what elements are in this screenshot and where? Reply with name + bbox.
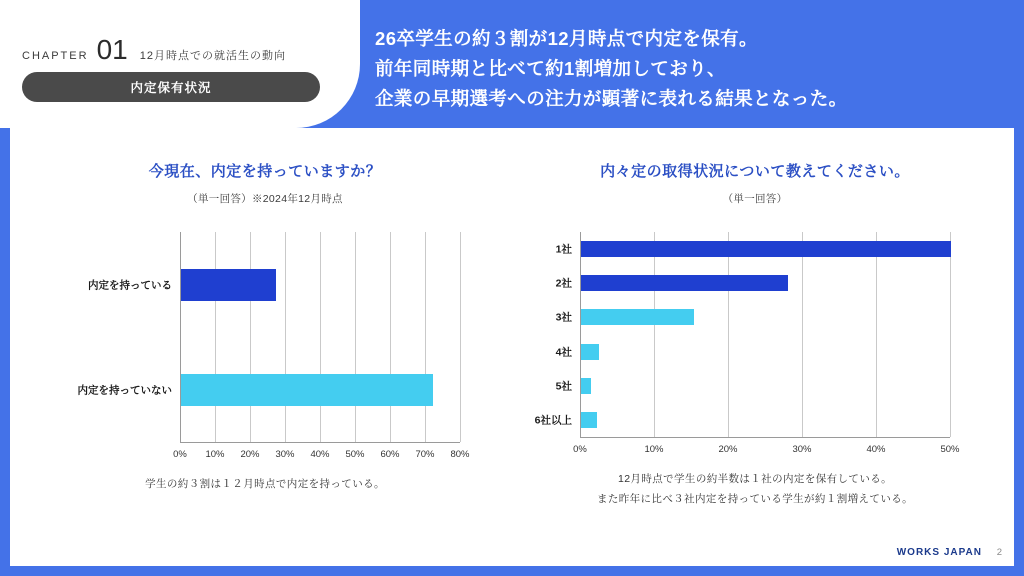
left-chart-title: 今現在、内定を持っていますか？ <box>148 163 382 180</box>
x-tick-label: 0% <box>573 444 587 455</box>
header-left-panel <box>0 0 360 128</box>
x-tick-label: 60% <box>380 449 400 460</box>
category-label: 内定を持っていない <box>77 384 172 396</box>
headline <box>375 24 1015 114</box>
x-tick-label: 40% <box>310 449 330 460</box>
right-accent-strip <box>1014 128 1024 576</box>
gridline <box>320 232 321 442</box>
category-label: 内定を持っている <box>88 279 172 291</box>
gridline <box>460 232 461 442</box>
x-tick-label: 80% <box>450 449 470 460</box>
plot-area <box>580 232 951 437</box>
right-chart-title: 内々定の取得状況について教えてください。 <box>600 163 910 180</box>
bar <box>581 412 597 428</box>
x-tick-label: 30% <box>792 444 812 455</box>
bar <box>581 378 591 394</box>
x-tick-label: 30% <box>275 449 295 460</box>
left-accent-strip <box>0 128 10 576</box>
right-chart-note <box>510 470 1000 510</box>
page-number: 2 <box>996 547 1002 558</box>
category-label: 5社 <box>555 380 572 393</box>
gridline <box>215 232 216 442</box>
x-axis <box>580 437 950 438</box>
category-label: 6社以上 <box>534 414 572 427</box>
bar <box>581 309 694 325</box>
gridline <box>390 232 391 442</box>
category-label: 2社 <box>555 277 572 290</box>
right-note-line-2: また昨年に比べ３社内定を持っている学生が約１割増えている。 <box>596 492 914 505</box>
right-panel <box>510 160 1000 512</box>
category-label: 3社 <box>555 311 572 324</box>
gridline <box>355 232 356 442</box>
x-tick-label: 0% <box>173 449 187 460</box>
gridline <box>285 232 286 442</box>
x-tick-label: 70% <box>415 449 435 460</box>
section-pill: 内定保有状況 <box>22 72 320 102</box>
x-tick-label: 40% <box>866 444 886 455</box>
x-tick-label: 20% <box>240 449 260 460</box>
gridline <box>728 232 729 437</box>
right-note-line-1: 12月時点で学生の約半数は１社の内定を保有している。 <box>617 473 893 485</box>
right-chart <box>510 222 1000 512</box>
gridline <box>876 232 877 437</box>
left-panel <box>30 160 500 512</box>
x-tick-label: 10% <box>644 444 664 455</box>
left-chart-subtitle: （単一回答）※2024年12月時点 <box>187 193 343 205</box>
right-chart-subtitle: （単一回答） <box>722 193 788 205</box>
x-tick-label: 10% <box>205 449 225 460</box>
bar <box>181 269 276 301</box>
brand-logo: WORKS JAPAN <box>896 547 982 558</box>
x-tick-label: 20% <box>718 444 738 455</box>
x-tick-label: 50% <box>345 449 365 460</box>
headline-line-2: 前年同時期と比べて約1割増加しており、 <box>375 57 726 79</box>
bottom-accent-strip <box>0 566 1024 576</box>
chapter-word: CHAPTER <box>22 50 89 62</box>
category-label: 1社 <box>555 243 572 256</box>
bar <box>181 374 433 406</box>
gridline <box>250 232 251 442</box>
category-label: 4社 <box>555 346 572 359</box>
chapter-title: 12月時点での就活生の動向 <box>139 50 286 62</box>
chapter-row <box>22 36 286 64</box>
gridline <box>425 232 426 442</box>
gridline <box>802 232 803 437</box>
gridline <box>950 232 951 437</box>
left-chart-note: 学生の約３割は１２月時点で内定を持っている。 <box>145 478 385 490</box>
bar <box>581 275 788 291</box>
bar <box>581 344 599 360</box>
bar <box>581 241 951 257</box>
x-tick-label: 50% <box>940 444 960 455</box>
headline-line-3: 企業の早期選考への注力が顕著に表れる結果となった。 <box>375 87 848 109</box>
headline-line-1: 26卒学生の約３割が12月時点で内定を保有。 <box>375 28 758 49</box>
gridline <box>654 232 655 437</box>
chapter-number: 01 <box>96 34 128 65</box>
left-chart <box>30 222 500 512</box>
x-axis <box>180 442 460 443</box>
